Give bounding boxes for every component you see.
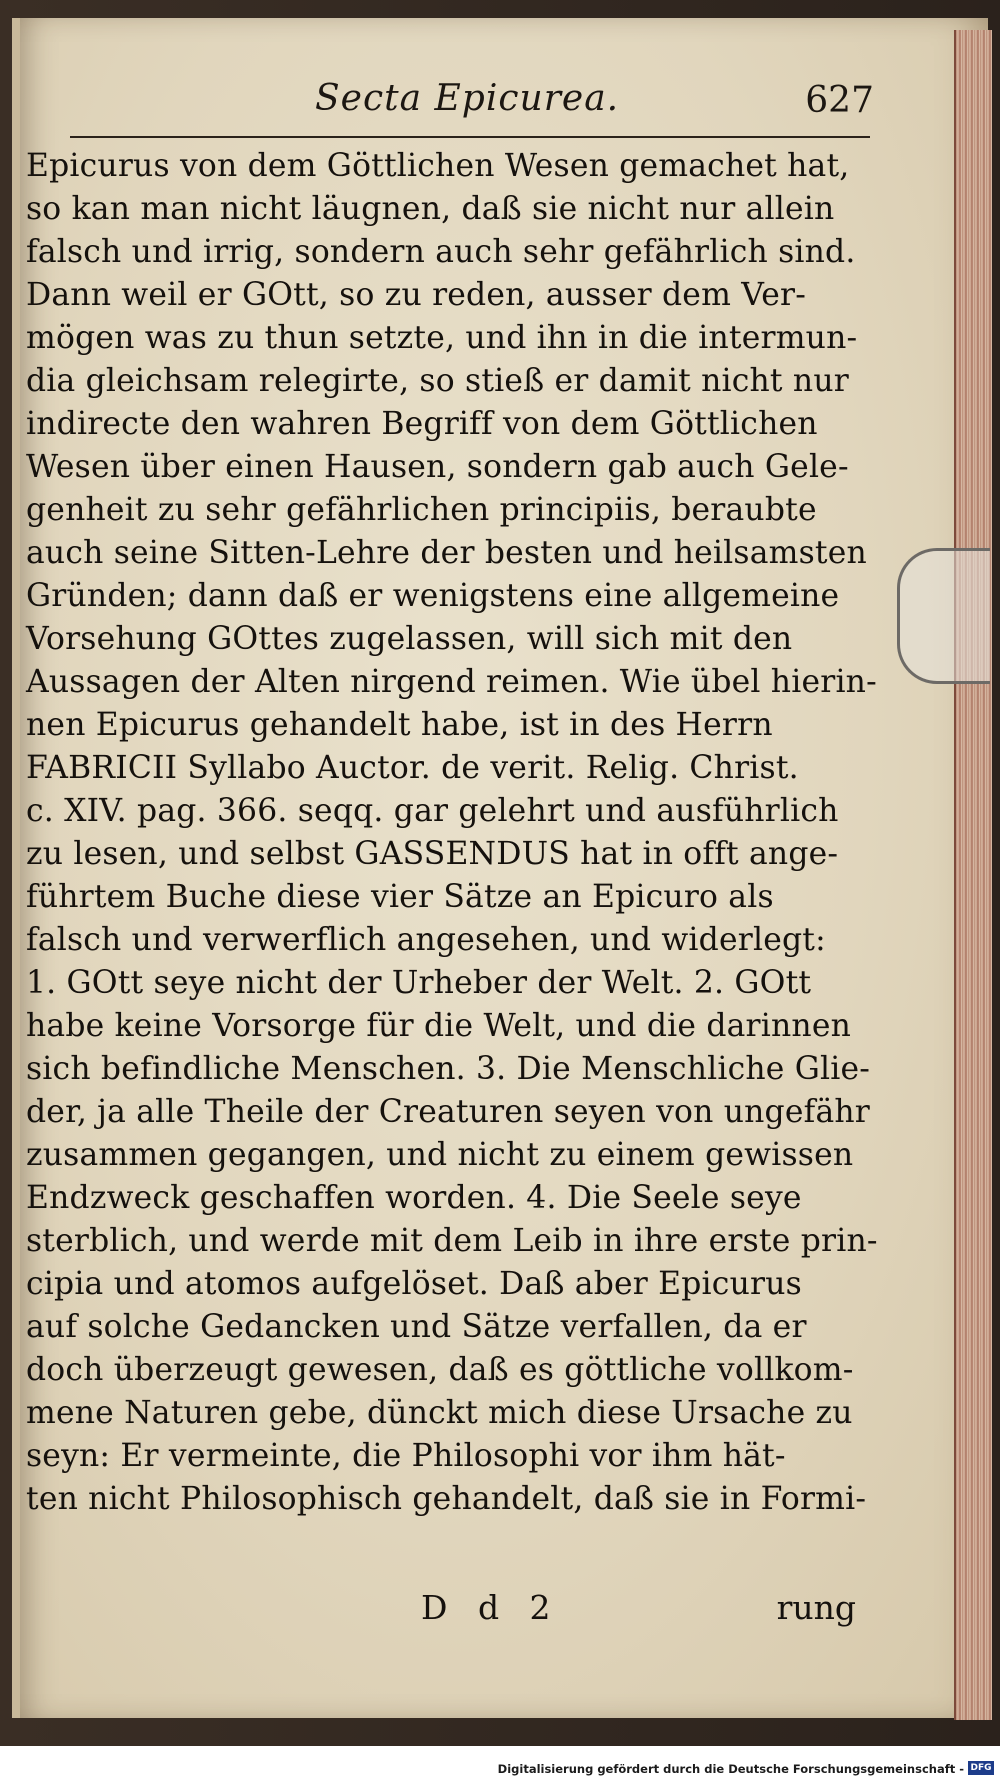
text-line: Dann weil er GOtt, so zu reden, ausser dem Ver- bbox=[26, 277, 807, 313]
running-title: Secta Epicurea. bbox=[315, 78, 620, 119]
text-line: cipia und atomos aufgelöset. Daß aber Epicurus bbox=[26, 1266, 802, 1302]
text-line: Aussagen der Alten nirgend reimen. Wie übel hierin- bbox=[26, 664, 877, 700]
text-line: doch überzeugt gewesen, daß es göttliche vollkom- bbox=[26, 1352, 854, 1388]
text-line: der, ja alle Theile der Creaturen seyen von ungefähr bbox=[26, 1094, 870, 1130]
catchword: rung bbox=[776, 1588, 856, 1627]
page-fore-edge bbox=[954, 30, 992, 1720]
text-line: zusammen gegangen, und nicht zu einem gewissen bbox=[26, 1137, 854, 1173]
text-line: mögen was zu thun setzte, und ihn in die intermun- bbox=[26, 320, 858, 356]
page-clip-marker bbox=[897, 548, 990, 684]
text-line: dia gleichsam relegirte, so stieß er damit nicht nur bbox=[26, 363, 849, 399]
text-line: mene Naturen gebe, dünckt mich diese Ursache zu bbox=[26, 1395, 853, 1431]
text-line: habe keine Vorsorge für die Welt, und die darinnen bbox=[26, 1008, 852, 1044]
page-number: 627 bbox=[805, 80, 874, 121]
text-line: falsch und verwerflich angesehen, und widerlegt: bbox=[26, 922, 826, 958]
text-line: Vorsehung GOttes zugelassen, will sich mit den bbox=[26, 621, 793, 657]
text-line: Gründen; dann daß er wenigstens eine allgemeine bbox=[26, 578, 840, 614]
text-line: auch seine Sitten-Lehre der besten und heilsamsten bbox=[26, 535, 867, 571]
text-line: zu lesen, und selbst GASSENDUS hat in offt ange- bbox=[26, 836, 839, 872]
text-line: 1. GOtt seye nicht der Urheber der Welt. 2. GOtt bbox=[26, 965, 812, 1001]
signature-mark: D d 2 bbox=[421, 1588, 561, 1627]
text-line: sterblich, und werde mit dem Leib in ihre erste prin- bbox=[26, 1223, 878, 1259]
text-line: Wesen über einen Hausen, sondern gab auch Gele- bbox=[26, 449, 849, 485]
dfg-logo: DFG bbox=[968, 1761, 994, 1775]
text-line: auf solche Gedancken und Sätze verfallen, da er bbox=[26, 1309, 807, 1345]
text-line: ten nicht Philosophisch gehandelt, daß sie in Formi- bbox=[26, 1481, 867, 1517]
text-line: seyn: Er vermeinte, die Philosophi vor ihm hät- bbox=[26, 1438, 786, 1474]
page-footer bbox=[26, 1588, 856, 1638]
text-line: c. XIV. pag. 366. seqq. gar gelehrt und ausführlich bbox=[26, 793, 839, 829]
header-rule bbox=[70, 136, 870, 138]
funding-credit: Digitalisierung gefördert durch die Deutsche Forschungsgemeinschaft - bbox=[497, 1762, 964, 1776]
text-line: sich befindliche Menschen. 3. Die Menschliche Glie- bbox=[26, 1051, 871, 1087]
running-head bbox=[60, 78, 880, 138]
text-line: genheit zu sehr gefährlichen principiis, beraubte bbox=[26, 492, 817, 528]
text-line: Endzweck geschaffen worden. 4. Die Seele seye bbox=[26, 1180, 802, 1216]
text-line: Epicurus von dem Göttlichen Wesen gemachet hat, bbox=[26, 148, 850, 184]
text-line: falsch und irrig, sondern auch sehr gefährlich sind. bbox=[26, 234, 856, 270]
text-line: indirecte den wahren Begriff von dem Göttlichen bbox=[26, 406, 818, 442]
body-text bbox=[26, 145, 878, 1521]
text-line: führtem Buche diese vier Sätze an Epicuro als bbox=[26, 879, 774, 915]
text-line: so kan man nicht läugnen, daß sie nicht nur allein bbox=[26, 191, 835, 227]
text-line: nen Epicurus gehandelt habe, ist in des Herrn bbox=[26, 707, 773, 743]
text-line: FABRICII Syllabo Auctor. de verit. Relig. Christ. bbox=[26, 750, 799, 786]
